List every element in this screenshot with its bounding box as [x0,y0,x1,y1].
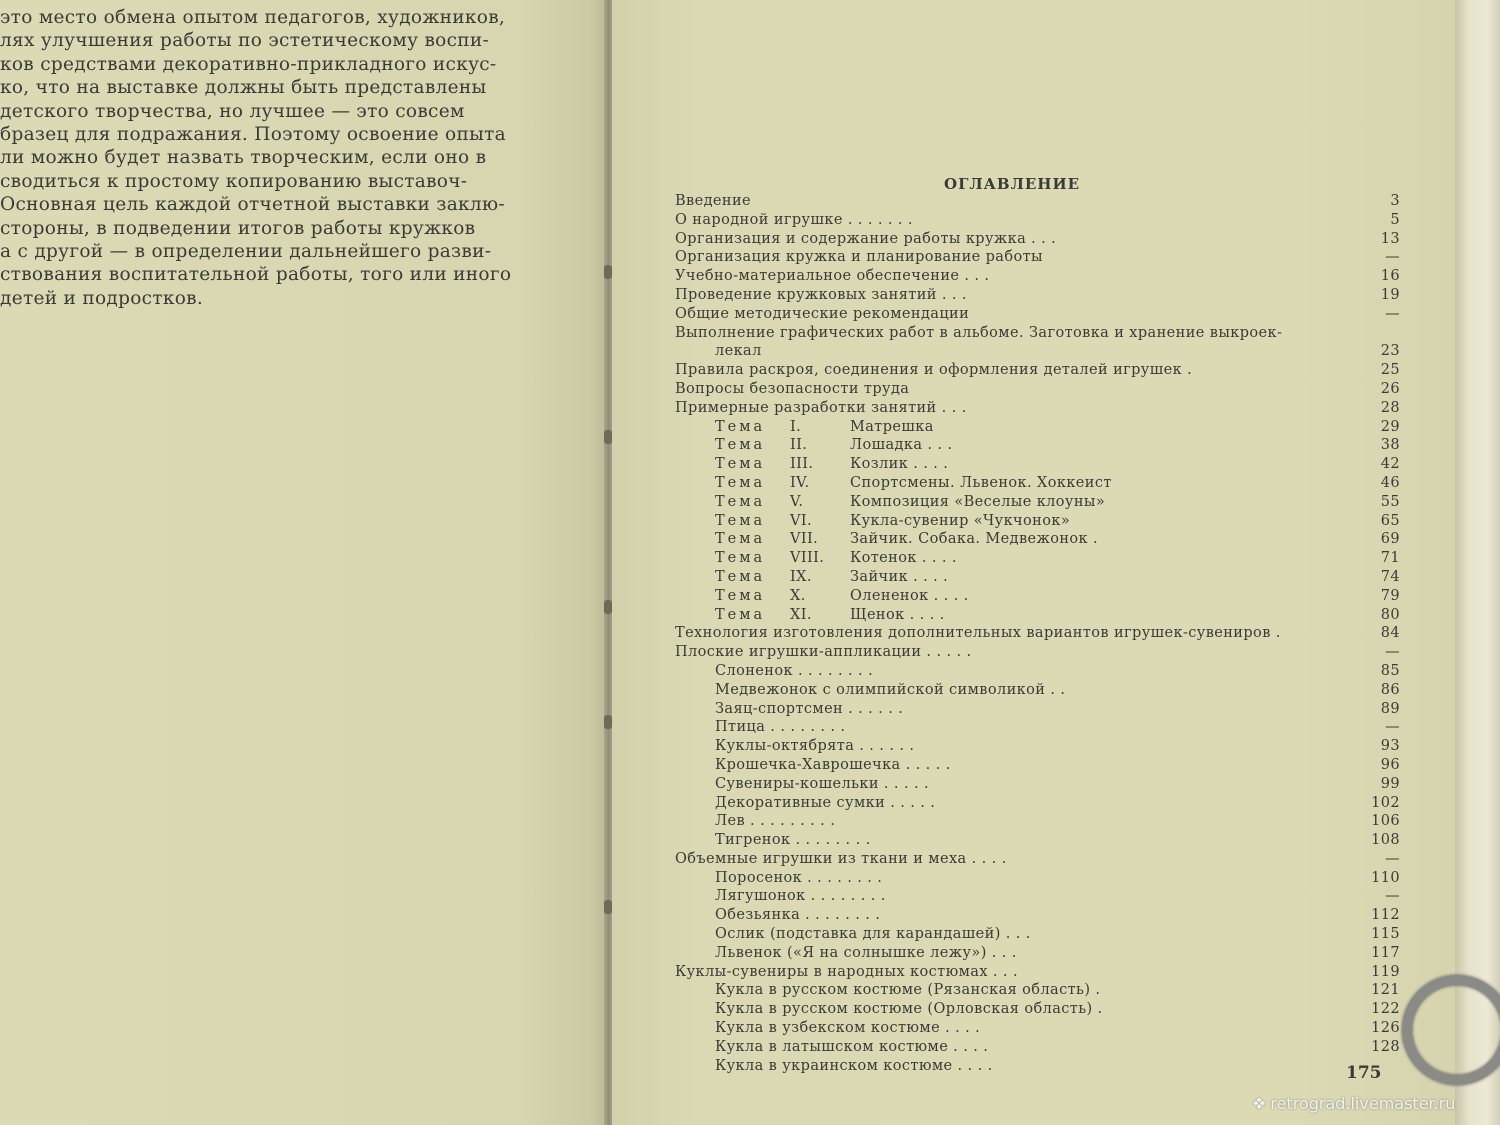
toc-entry-title: Поросенок . . . . . . . . [715,869,883,886]
toc-theme-word: Тема [715,606,766,623]
toc-row [675,324,1400,343]
binding-stitch [604,715,612,729]
toc-row [675,794,1400,813]
toc-row [675,850,1400,869]
toc-theme-name: Кукла-сувенир «Чукчонок» [850,512,1071,529]
left-page-line: Основная цель каждой отчетной выставки заклю- [0,194,505,216]
left-page-line: ствования воспитательной работы, того или иного [0,264,512,286]
toc-theme-name: Лошадка . . . [850,437,953,454]
toc-row [675,1019,1400,1038]
toc-row [675,756,1400,775]
toc-theme-word: Тема [715,493,766,510]
toc-theme-number: IV. [790,474,810,491]
toc-entry-title: Медвежонок с олимпийской символикой . . [715,681,1066,698]
toc-theme-number: III. [790,456,814,473]
toc-entry-page: 74 [1380,568,1400,585]
toc-theme-number: XI. [790,606,812,623]
left-page-line: сводиться к простому копированию выставоч- [0,170,468,192]
toc-theme-word: Тема [715,437,766,454]
toc-theme-name: Зайчик . . . . [850,568,949,585]
toc-entry-page: — [1385,850,1400,867]
toc-entry-title: О народной игрушке . . . . . . . [675,211,913,228]
toc-row [675,981,1400,1000]
toc-theme-name: Спортсмены. Львенок. Хоккеист [850,474,1112,491]
toc-entry-page: 115 [1371,926,1400,943]
toc-theme-word: Тема [715,512,766,529]
toc-theme-title [715,418,1315,437]
toc-entry-title: Общие методические рекомендации [675,305,970,322]
toc-theme-word: Тема [715,418,766,435]
toc-entry-title: Тигренок . . . . . . . . [715,832,871,849]
toc-entry-page: 102 [1371,794,1400,811]
toc-entry-title: Выполнение графических работ в альбоме. Заготовка и хранение выкроек- [675,324,1283,341]
toc-row [675,399,1400,418]
toc-entry-page: 85 [1380,662,1400,679]
toc-theme-title [715,587,1315,606]
toc-entry-page: 86 [1380,681,1400,698]
toc-entry-page: — [1385,719,1400,736]
table-of-contents [675,192,1400,1075]
toc-entry-page: — [1385,888,1400,905]
watermark [1252,1094,1455,1113]
toc-entry-title: Львенок («Я на солнышке лежу») . . . [715,944,1017,961]
toc-entry-title: Учебно-материальное обеспечение . . . [675,268,990,285]
toc-row [675,887,1400,906]
toc-entry-title: лекал [715,343,762,360]
toc-entry-title: Лягушонок . . . . . . . . [715,888,886,905]
toc-row [675,963,1400,982]
toc-row [675,230,1400,249]
toc-theme-title [715,455,1315,474]
toc-entry-title: Декоративные сумки . . . . . [715,794,936,811]
toc-row [675,925,1400,944]
toc-entry-page: 80 [1380,606,1400,623]
toc-entry-page: 46 [1380,474,1400,491]
toc-theme-number: IX. [790,568,812,585]
toc-theme-name: Щенок . . . . [850,606,945,623]
toc-entry-title: Вопросы безопасности труда [675,380,910,397]
toc-row [675,248,1400,267]
toc-entry-title: Объемные игрушки из ткани и меха . . . . [675,850,1007,867]
toc-entry-page: 28 [1380,399,1400,416]
toc-theme-title [715,568,1315,587]
toc-row [675,418,1400,437]
toc-theme-name: Котенок . . . . [850,550,957,567]
toc-row [675,681,1400,700]
toc-theme-name: Композиция «Веселые клоуны» [850,493,1106,510]
watermark-logo-icon: ❖ [1252,1094,1267,1113]
toc-row [675,906,1400,925]
left-page-line: ко, что на выставке должны быть представлены [0,77,487,99]
toc-entry-page: 96 [1380,756,1400,773]
toc-row [675,530,1400,549]
toc-theme-word: Тема [715,474,766,491]
toc-entry-title: Заяц-спортсмен . . . . . . [715,700,904,717]
toc-entry-page: 5 [1390,211,1400,228]
left-page-line: бразец для подражания. Поэтому освоение опыта [0,123,506,145]
toc-entry-page: 84 [1380,625,1400,642]
toc-row [675,869,1400,888]
toc-theme-title [715,436,1315,455]
toc-entry-title: Кукла в русском костюме (Орловская область) . [715,1001,1103,1018]
toc-theme-title [715,512,1315,531]
left-page-line: стороны, в подведении итогов работы кружков [0,217,476,239]
toc-theme-name: Козлик . . . . [850,456,949,473]
toc-entry-page: 55 [1380,493,1400,510]
toc-entry-page: 23 [1380,343,1400,360]
toc-theme-number: VIII. [790,550,825,567]
left-page-text [0,6,560,310]
toc-entry-page: 29 [1380,418,1400,435]
toc-entry-page: 89 [1380,700,1400,717]
left-page-line: детского творчества, но лучшее — это совсем [0,100,465,122]
toc-entry-title: Кукла в украинском костюме . . . . [715,1057,993,1074]
toc-theme-number: II. [790,437,808,454]
toc-entry-page: — [1385,305,1400,322]
toc-row [675,267,1400,286]
binding-stitch [604,430,612,444]
toc-theme-number: X. [790,587,806,604]
toc-theme-word: Тема [715,550,766,567]
toc-row [675,512,1400,531]
left-page-line: лях улучшения работы по эстетическому воспи- [0,30,490,52]
toc-row [675,1057,1400,1076]
left-page-line: это место обмена опытом педагогов, художников, [0,7,506,28]
toc-theme-title [715,606,1315,625]
toc-row [675,718,1400,737]
left-page-line: а с другой — в определении дальнейшего разви- [0,240,492,262]
toc-entry-page: 42 [1380,456,1400,473]
toc-entry-page: 19 [1380,286,1400,303]
toc-entry-page: 25 [1380,362,1400,379]
toc-entry-title: Ослик (подставка для карандашей) . . . [715,926,1031,943]
toc-row [675,812,1400,831]
toc-entry-page: 126 [1371,1020,1400,1037]
toc-theme-title [715,474,1315,493]
toc-theme-number: VI. [790,512,813,529]
left-page-line: ков средствами декоративно-прикладного искус- [0,53,497,75]
toc-entry-page: 119 [1371,963,1400,980]
toc-entry-title: Обезьянка . . . . . . . . [715,907,881,924]
toc-row [675,662,1400,681]
toc-theme-word: Тема [715,568,766,585]
toc-row [675,1000,1400,1019]
toc-entry-title: Технология изготовления дополнительных вариантов игрушек-сувениров . [675,625,1281,642]
toc-entry-title: Кукла в русском костюме (Рязанская область) . [715,982,1101,999]
toc-entry-page: 93 [1380,738,1400,755]
toc-row [675,831,1400,850]
toc-theme-title [715,549,1315,568]
binding-stitch [604,600,612,614]
toc-row [675,286,1400,305]
toc-row [675,549,1400,568]
toc-row [675,342,1400,361]
toc-row [675,211,1400,230]
toc-entry-title: Слоненок . . . . . . . . [715,662,874,679]
toc-entry-page: 121 [1371,982,1400,999]
toc-row [675,474,1400,493]
toc-entry-page: 79 [1380,587,1400,604]
toc-heading: ОГЛАВЛЕНИЕ [944,175,1081,193]
toc-row [675,700,1400,719]
toc-entry-title: Сувениры-кошельки . . . . . [715,775,929,792]
toc-theme-name: Матрешка [850,418,934,435]
toc-entry-page: 26 [1380,380,1400,397]
toc-entry-title: Куклы-октябрята . . . . . . [715,738,915,755]
toc-entry-page: 65 [1380,512,1400,529]
toc-entry-title: Крошечка-Хаврошечка . . . . . [715,756,951,773]
toc-theme-number: VII. [790,531,819,548]
toc-entry-title: Кукла в латышском костюме . . . . [715,1038,989,1055]
toc-entry-page: 38 [1380,437,1400,454]
toc-entry-title: Плоские игрушки-аппликации . . . . . [675,644,972,661]
toc-entry-page: 108 [1371,832,1400,849]
toc-entry-page: 3 [1390,193,1400,209]
toc-entry-page: 69 [1380,531,1400,548]
toc-theme-word: Тема [715,531,766,548]
binding-stitch [604,900,612,914]
toc-row [675,192,1400,211]
toc-entry-page: 16 [1380,268,1400,285]
toc-row [675,944,1400,963]
toc-row [675,737,1400,756]
toc-theme-name: Зайчик. Собака. Медвежонок . [850,531,1099,548]
toc-row [675,606,1400,625]
toc-entry-page: 110 [1371,869,1400,886]
toc-entry-page: 99 [1380,775,1400,792]
toc-row [675,305,1400,324]
left-page [0,0,610,1125]
toc-entry-title: Организация кружка и планирование работы [675,249,1043,266]
left-page-line: детей и подростков. [0,287,204,309]
page-number: 175 [1346,1063,1382,1083]
toc-row [675,455,1400,474]
toc-entry-page: 106 [1371,813,1400,830]
watermark-text: retrograd.livemaster.ru [1270,1094,1456,1113]
toc-row [675,568,1400,587]
toc-entry-title: Птица . . . . . . . . [715,719,846,736]
toc-entry-title: Куклы-сувениры в народных костюмах . . . [675,963,1018,980]
toc-entry-page: 112 [1371,907,1400,924]
toc-theme-number: V. [790,493,804,510]
toc-entry-title: Лев . . . . . . . . . [715,813,836,830]
toc-entry-page: 122 [1371,1001,1400,1018]
toc-theme-number: I. [790,418,802,435]
toc-entry-title: Введение [675,193,752,209]
toc-theme-title [715,530,1315,549]
toc-theme-title [715,493,1315,512]
toc-row [675,380,1400,399]
cover-edge [1455,0,1500,1125]
binding-stitch [604,265,612,279]
left-page-line: ли можно будет назвать творческим, если оно в [0,147,487,169]
toc-entry-title: Организация и содержание работы кружка . . . [675,230,1057,247]
toc-row [675,587,1400,606]
toc-entry-page: 128 [1371,1038,1400,1055]
toc-entry-page: 13 [1380,230,1400,247]
toc-entry-page: — [1385,644,1400,661]
toc-row [675,775,1400,794]
toc-theme-word: Тема [715,587,766,604]
toc-entry-title: Правила раскроя, соединения и оформления деталей игрушек . [675,362,1193,379]
toc-entry-title: Проведение кружковых занятий . . . [675,286,967,303]
toc-entry-page: 117 [1371,944,1400,961]
toc-row [675,436,1400,455]
toc-row [675,1038,1400,1057]
toc-row [675,643,1400,662]
toc-entry-page: 71 [1380,550,1400,567]
toc-entry-page: — [1385,249,1400,266]
toc-theme-name: Олененок . . . . [850,587,969,604]
toc-entry-title: Кукла в узбекском костюме . . . . [715,1020,981,1037]
toc-row [675,493,1400,512]
toc-theme-word: Тема [715,456,766,473]
toc-row [675,361,1400,380]
toc-row [675,624,1400,643]
toc-entry-title: Примерные разработки занятий . . . [675,399,967,416]
